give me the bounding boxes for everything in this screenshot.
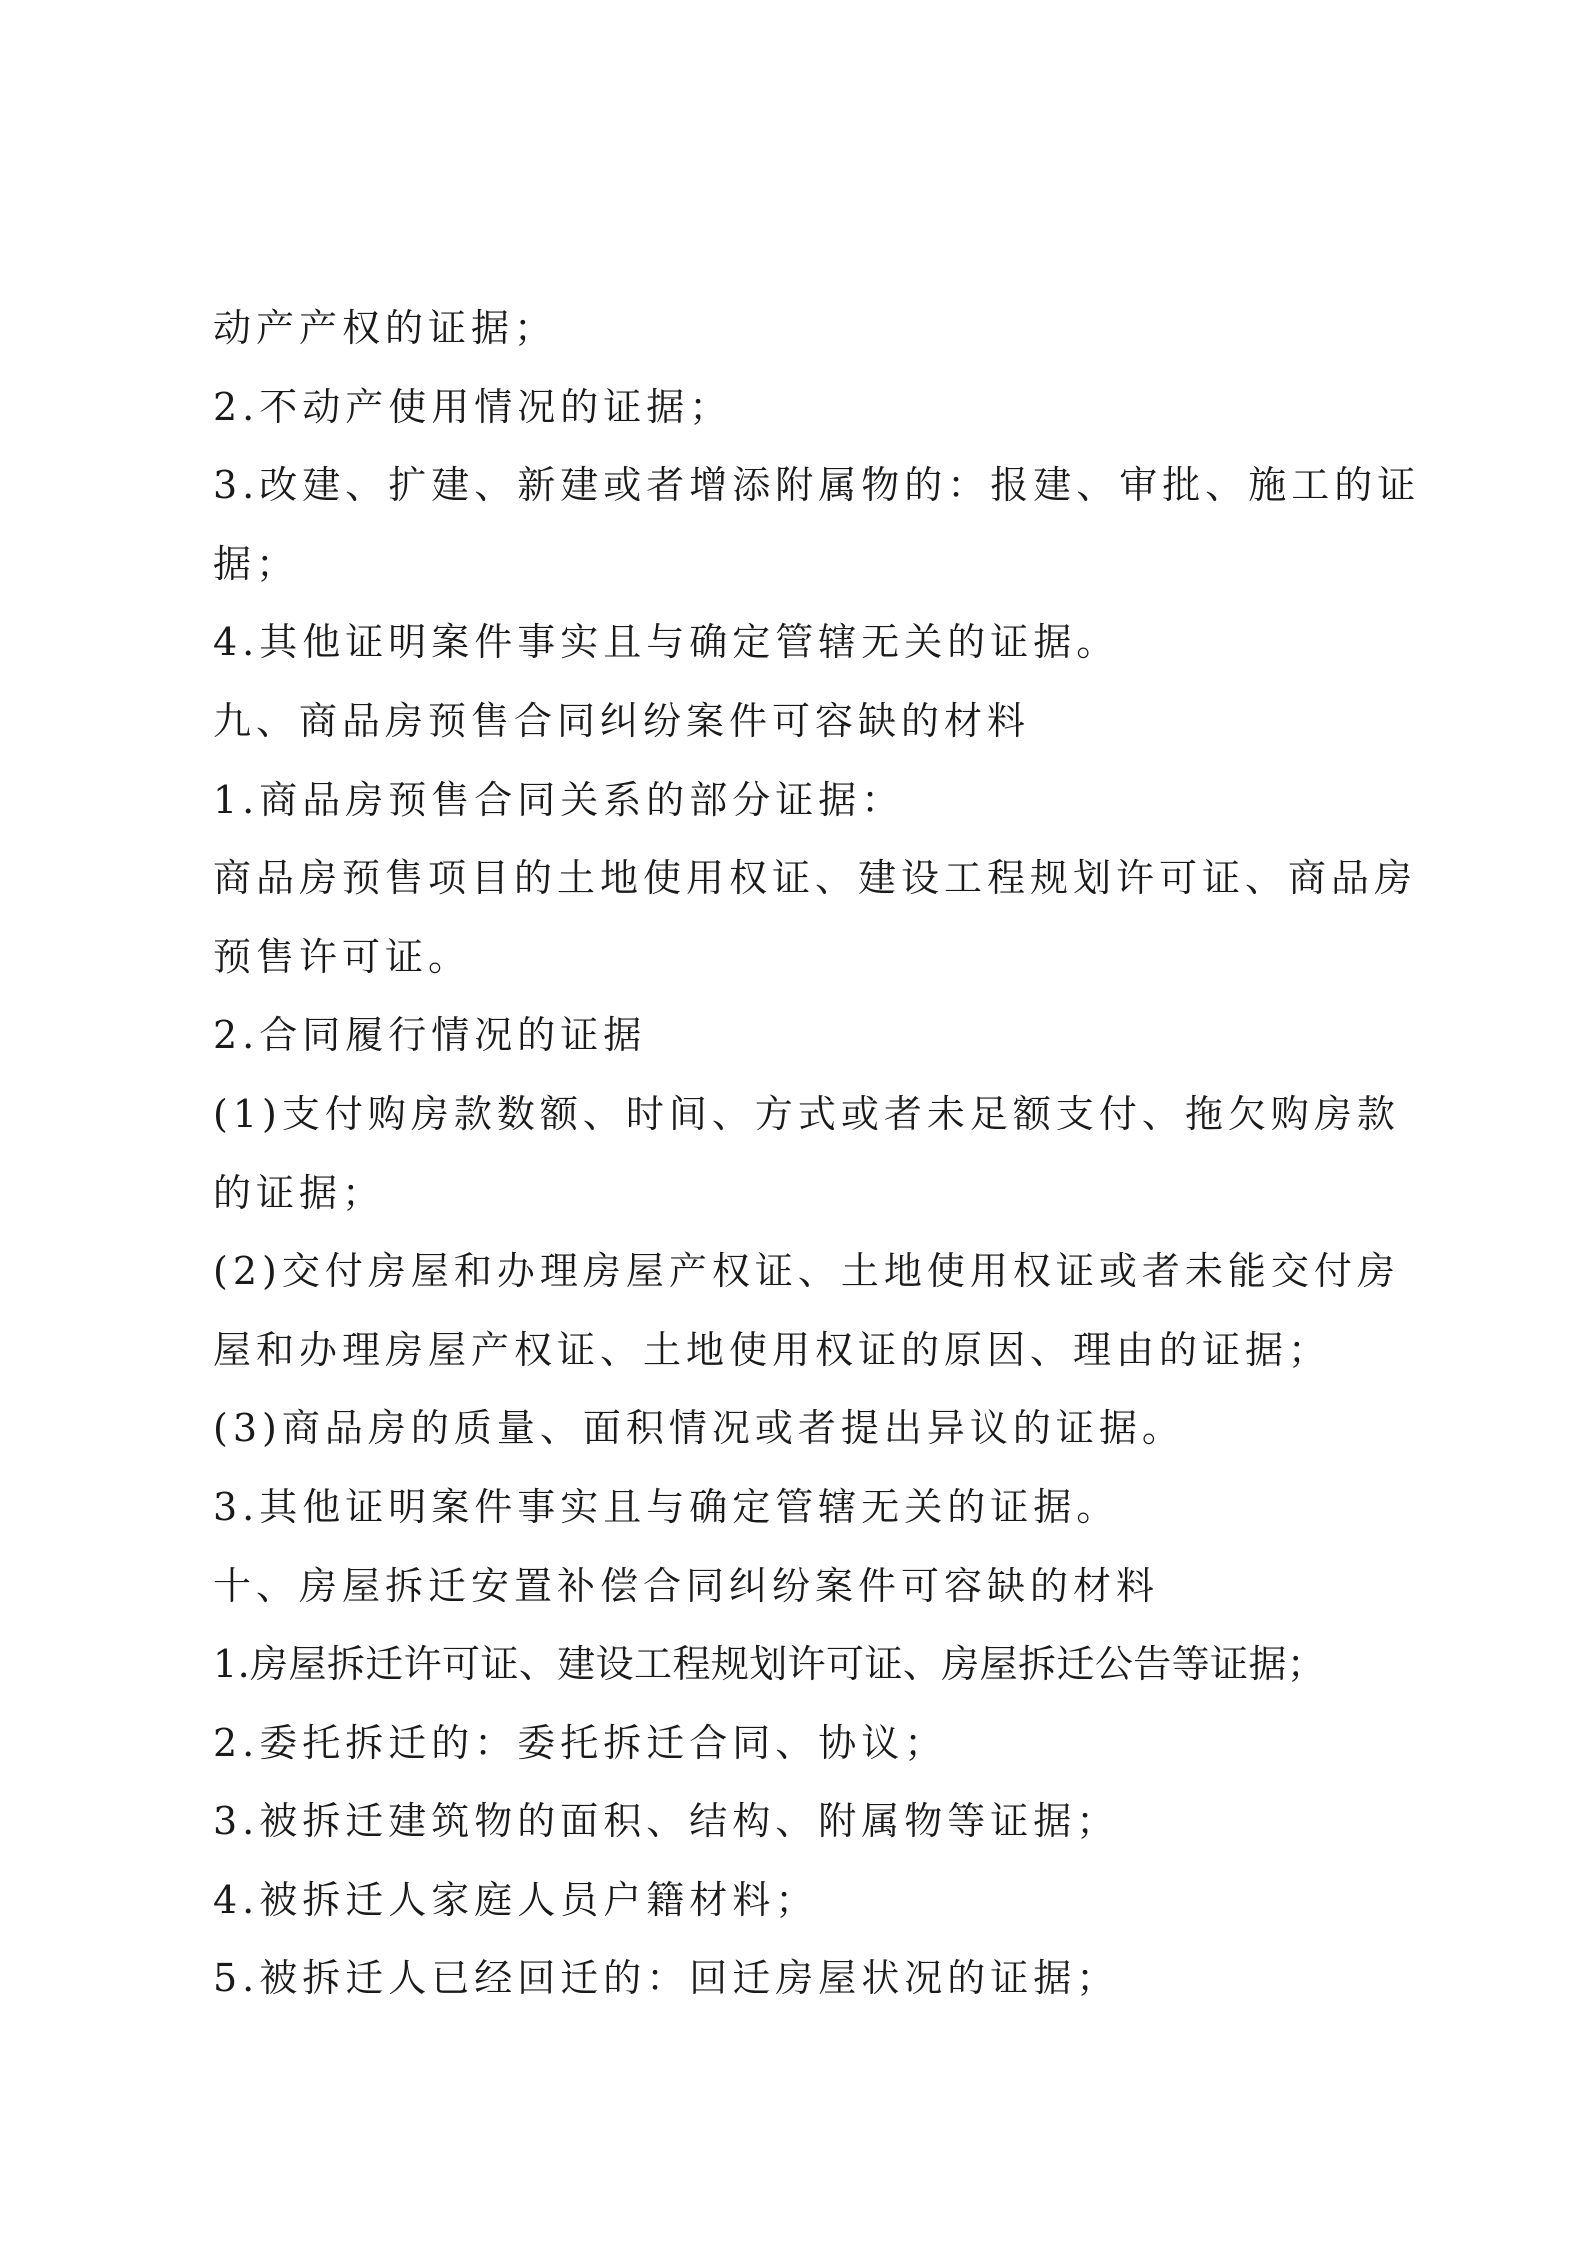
text-line: 1.房屋拆迁许可证、建设工程规划许可证、房屋拆迁公告等证据； (213, 1642, 1326, 1687)
text-line: 据； (213, 541, 300, 586)
document-body (213, 289, 1421, 2018)
text-line: 预售许可证。 (213, 934, 472, 979)
text-line: 屋和办理房屋产权证、土地使用权证的原因、理由的证据； (213, 1327, 1332, 1372)
text-line: 2.合同履行情况的证据 (213, 1013, 647, 1058)
text-line: 2.不动产使用情况的证据； (213, 384, 733, 429)
text-line: 商品房预售项目的土地使用权证、建设工程规划许可证、商品房 (213, 856, 1418, 901)
text-line: 3.改建、扩建、新建或者增添附属物的：报建、审批、施工的证 (213, 463, 1421, 508)
text-line: 3.其他证明案件事实且与确定管辖无关的证据。 (213, 1484, 1120, 1529)
text-line: 动产产权的证据； (213, 306, 558, 350)
text-line: (3)商品房的质量、面积情况或者提出异议的证据。 (213, 1406, 1185, 1451)
text-line: (1)支付购房款数额、时间、方式或者未足额支付、拖欠购房款 (213, 1091, 1400, 1136)
text-line: 3.被拆迁建筑物的面积、结构、附属物等证据； (213, 1799, 1120, 1844)
section-heading-9: 九、商品房预售合同纠纷案件可容缺的材料 (213, 698, 1031, 743)
text-line: 2.委托拆迁的：委托拆迁合同、协议； (213, 1720, 948, 1765)
text-line: (2)交付房屋和办理房屋产权证、土地使用权证或者未能交付房 (213, 1249, 1400, 1294)
section-heading-10: 十、房屋拆迁安置补偿合同纠纷案件可容缺的材料 (213, 1563, 1160, 1608)
text-line: 5.被拆迁人已经回迁的：回迁房屋状况的证据； (213, 1956, 1120, 2001)
text-line: 1.商品房预售合同关系的部分证据： (213, 777, 905, 822)
text-line: 的证据； (213, 1170, 386, 1215)
text-line: 4.其他证明案件事实且与确定管辖无关的证据。 (213, 620, 1120, 665)
text-line: 4.被拆迁人家庭人员户籍材料； (213, 1877, 819, 1922)
